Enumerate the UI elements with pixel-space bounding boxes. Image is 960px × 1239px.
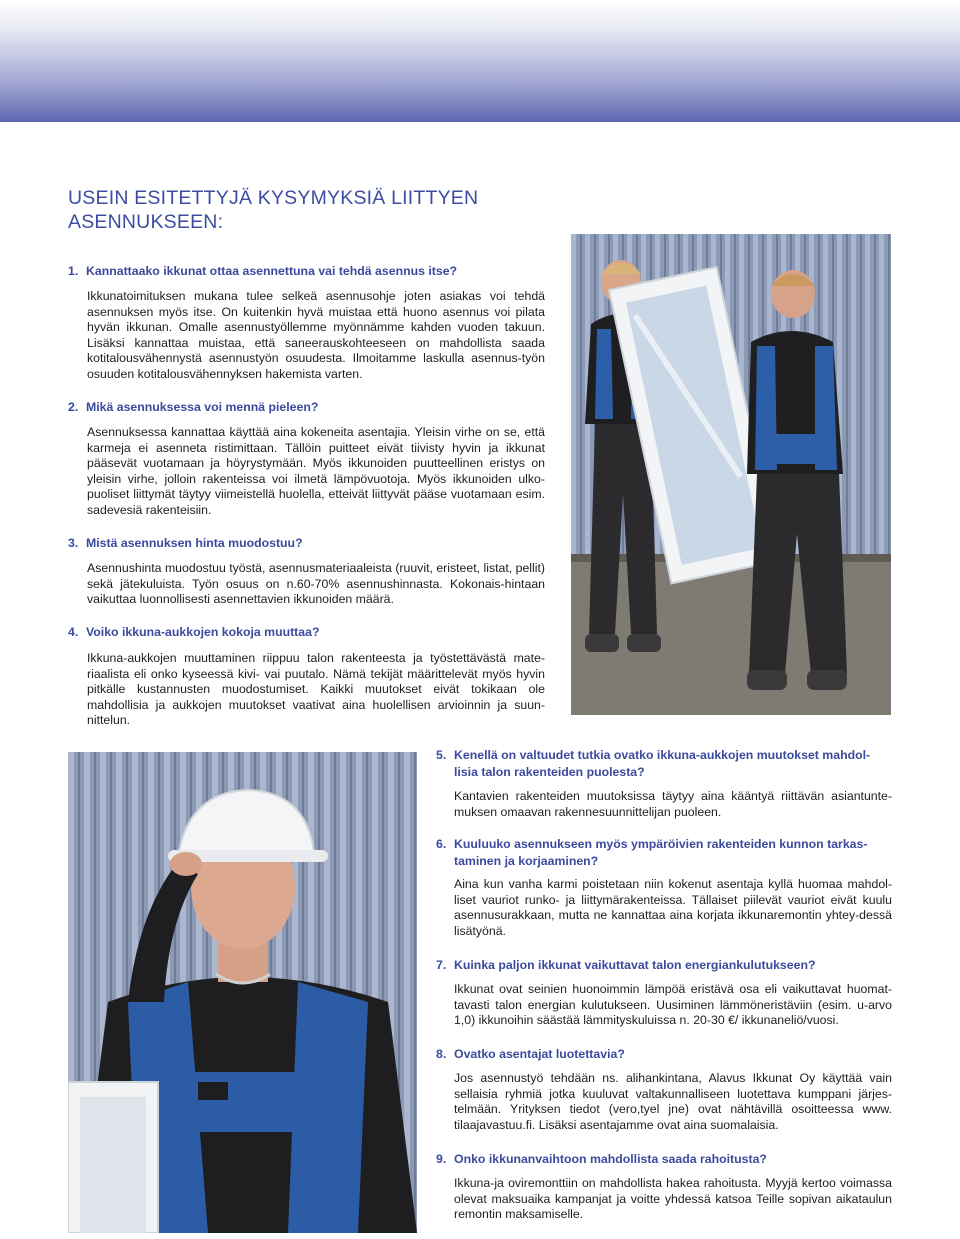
faq-2-answer: Asennuksessa kannattaa käyttää aina kokeneita asentajia. Yleisin virhe on se, että karmeja ei asenneta ristimittaan. Tällöin puitteet eivät tiivisty hyvin ja ikkunat pääsevät vuotamaan ja höyrystymään. Myös ikkunoiden puutteellinen eristys on yleisin virhe, jolloin rakenteissa voi ilmetä lämpövuotoja. Myös ikkunoiden ulko-puoliset liittymät täytyy viimeistellä huolella, etteivät liittyvät pääse vuotamaan esim. sadevesiä rakenteisiin. bbox=[87, 425, 545, 517]
faq-5-number: 5. bbox=[436, 748, 447, 762]
faq-8-question bbox=[436, 1046, 892, 1063]
faq-4-number: 4. bbox=[68, 625, 79, 639]
faq-3-question-text: Mistä asennuksen hinta muodostuu? bbox=[86, 536, 303, 550]
installer-hard-hat-photo bbox=[68, 752, 417, 1233]
faq-1-question-text: Kannattaako ikkunat ottaa asennettuna vai tehdä asennus itse? bbox=[86, 264, 458, 278]
faq-9-question bbox=[436, 1151, 892, 1168]
faq-9-answer: Ikkuna-ja oviremonttiin on mahdollista hakea rahoitusta. Myyjä kertoo voimassa olevat maksuaika kampanjat ja voitte yhdessä katsoa Teille sopivan aikataulun remontin maksamiselle. bbox=[454, 1176, 892, 1222]
faq-6-question bbox=[436, 836, 892, 870]
faq-4-question-text: Voiko ikkuna-aukkojen kokoja muuttaa? bbox=[86, 625, 320, 639]
faq-1-answer: Ikkunatoimituksen mukana tulee selkeä asennusohje joten asiakas voi tehdä asennuksen myös itse. On kuitenkin hyvä muistaa että huono asennus voi pilata hyvän ikkunan. Omalle asennustyöllemme myönnämme kahden vuoden takuun. Lisäksi kannattaa muistaa, että saneerauskohteeseen on mahdollista saada kotitalousvähennystä asennustyön osuudesta. Ilmoitamme laskulla asennus-työn osuuden kotitalousvähennyksen hakemista varten. bbox=[87, 289, 545, 381]
faq-1-number: 1. bbox=[68, 264, 79, 278]
faq-5-question-text: Kenellä on valtuudet tutkia ovatko ikkuna-aukkojen muutokset mahdol-lisia talon rakenteiden puolesta? bbox=[454, 748, 871, 779]
faq-2-number: 2. bbox=[68, 400, 79, 414]
faq-2-question-text: Mikä asennuksessa voi mennä pieleen? bbox=[86, 400, 319, 414]
faq-6-question-text: Kuuluuko asennukseen myös ympäröivien rakenteiden kunnon tarkas-taminen ja korjaaminen? bbox=[454, 837, 868, 868]
faq-1-question bbox=[68, 263, 568, 280]
faq-9-number: 9. bbox=[436, 1152, 447, 1166]
page-title: USEIN ESITETTYJÄ KYSYMYKSIÄ LIITTYEN ASENNUKSEEN: bbox=[68, 187, 479, 233]
installers-carrying-window-photo bbox=[571, 234, 891, 715]
faq-4-question bbox=[68, 624, 568, 641]
faq-5-question bbox=[436, 747, 892, 781]
faq-7-question-text: Kuinka paljon ikkunat vaikuttavat talon energiankulutukseen? bbox=[454, 958, 816, 972]
faq-9-question-text: Onko ikkunanvaihtoon mahdollista saada rahoitusta? bbox=[454, 1152, 767, 1166]
faq-8-answer: Jos asennustyö tehdään ns. alihankintana, Alavus Ikkunat Oy käyttää vain sellaisia ryhmiä jotka kuuluvat valtakunnalliseen luotettava kumppani järjes-telmään. Yrityksen tiedot (vero,tyel jne) ovat nähtävillä osoitteessa www. tilaajavastuu.fi. Lisäksi asentajamme ovat aina suomalaisia. bbox=[454, 1071, 892, 1132]
faq-7-answer: Ikkunat ovat seinien huonoimmin lämpöä eristävä osa eli vaikuttavat huomat-tavasti talon energian kulutukseen. Uusiminen lämmöneristäviin (esim. u-arvo 1,0) ikkunoihin säästää lämmityskuluissa n. 20-30 €/ ikkunaneliö/vuosi. bbox=[454, 982, 892, 1028]
faq-7-number: 7. bbox=[436, 958, 447, 972]
faq-4-answer: Ikkuna-aukkojen muuttaminen riippuu talon rakenteesta ja työstettävästä mate-riaalista eli onko kyseessä kivi- vai puutalo. Nämä tekijät määrittelevät myös hyvin pitkälle kustannusten muodostumiset. Kaikki muutokset eivät tokikaan ole mahdollisia ja aukkojen muutokset vaativat aina huolellisen arvioinnin ja suun-nittelun. bbox=[87, 651, 545, 728]
faq-8-question-text: Ovatko asentajat luotettavia? bbox=[454, 1047, 625, 1061]
faq-3-number: 3. bbox=[68, 536, 79, 550]
faq-8-number: 8. bbox=[436, 1047, 447, 1061]
faq-2-question bbox=[68, 399, 568, 416]
faq-3-answer: Asennushinta muodostuu työstä, asennusmateriaaleista (ruuvit, eristeet, listat, pellit) sekä jätekuluista. Työn osuus on n.60-70% asennushinnasta. Kokonais-hintaan vaikuttaa luonnollisesti asennettavien ikkunoiden määrä. bbox=[87, 561, 545, 607]
faq-7-question bbox=[436, 957, 892, 974]
faq-6-answer: Aina kun vanha karmi poistetaan niin kokenut asentaja kyllä huomaa mahdol-liset vauriot runko- ja liittymärakenteissa. Tällaiset piilevät vauriot eivät kuulu asennusurakkaan, mutta ne kannattaa aina korjata ikkunaremontin yhtey-dessä lisätyönä. bbox=[454, 877, 892, 938]
header-banner bbox=[0, 0, 960, 122]
faq-6-number: 6. bbox=[436, 837, 447, 851]
faq-3-question bbox=[68, 535, 568, 552]
faq-5-answer: Kantavien rakenteiden muutoksissa täytyy aina kääntyä riittävän asiantunte-muksen omaavan rakennesuunnittelijan puoleen. bbox=[454, 789, 892, 819]
